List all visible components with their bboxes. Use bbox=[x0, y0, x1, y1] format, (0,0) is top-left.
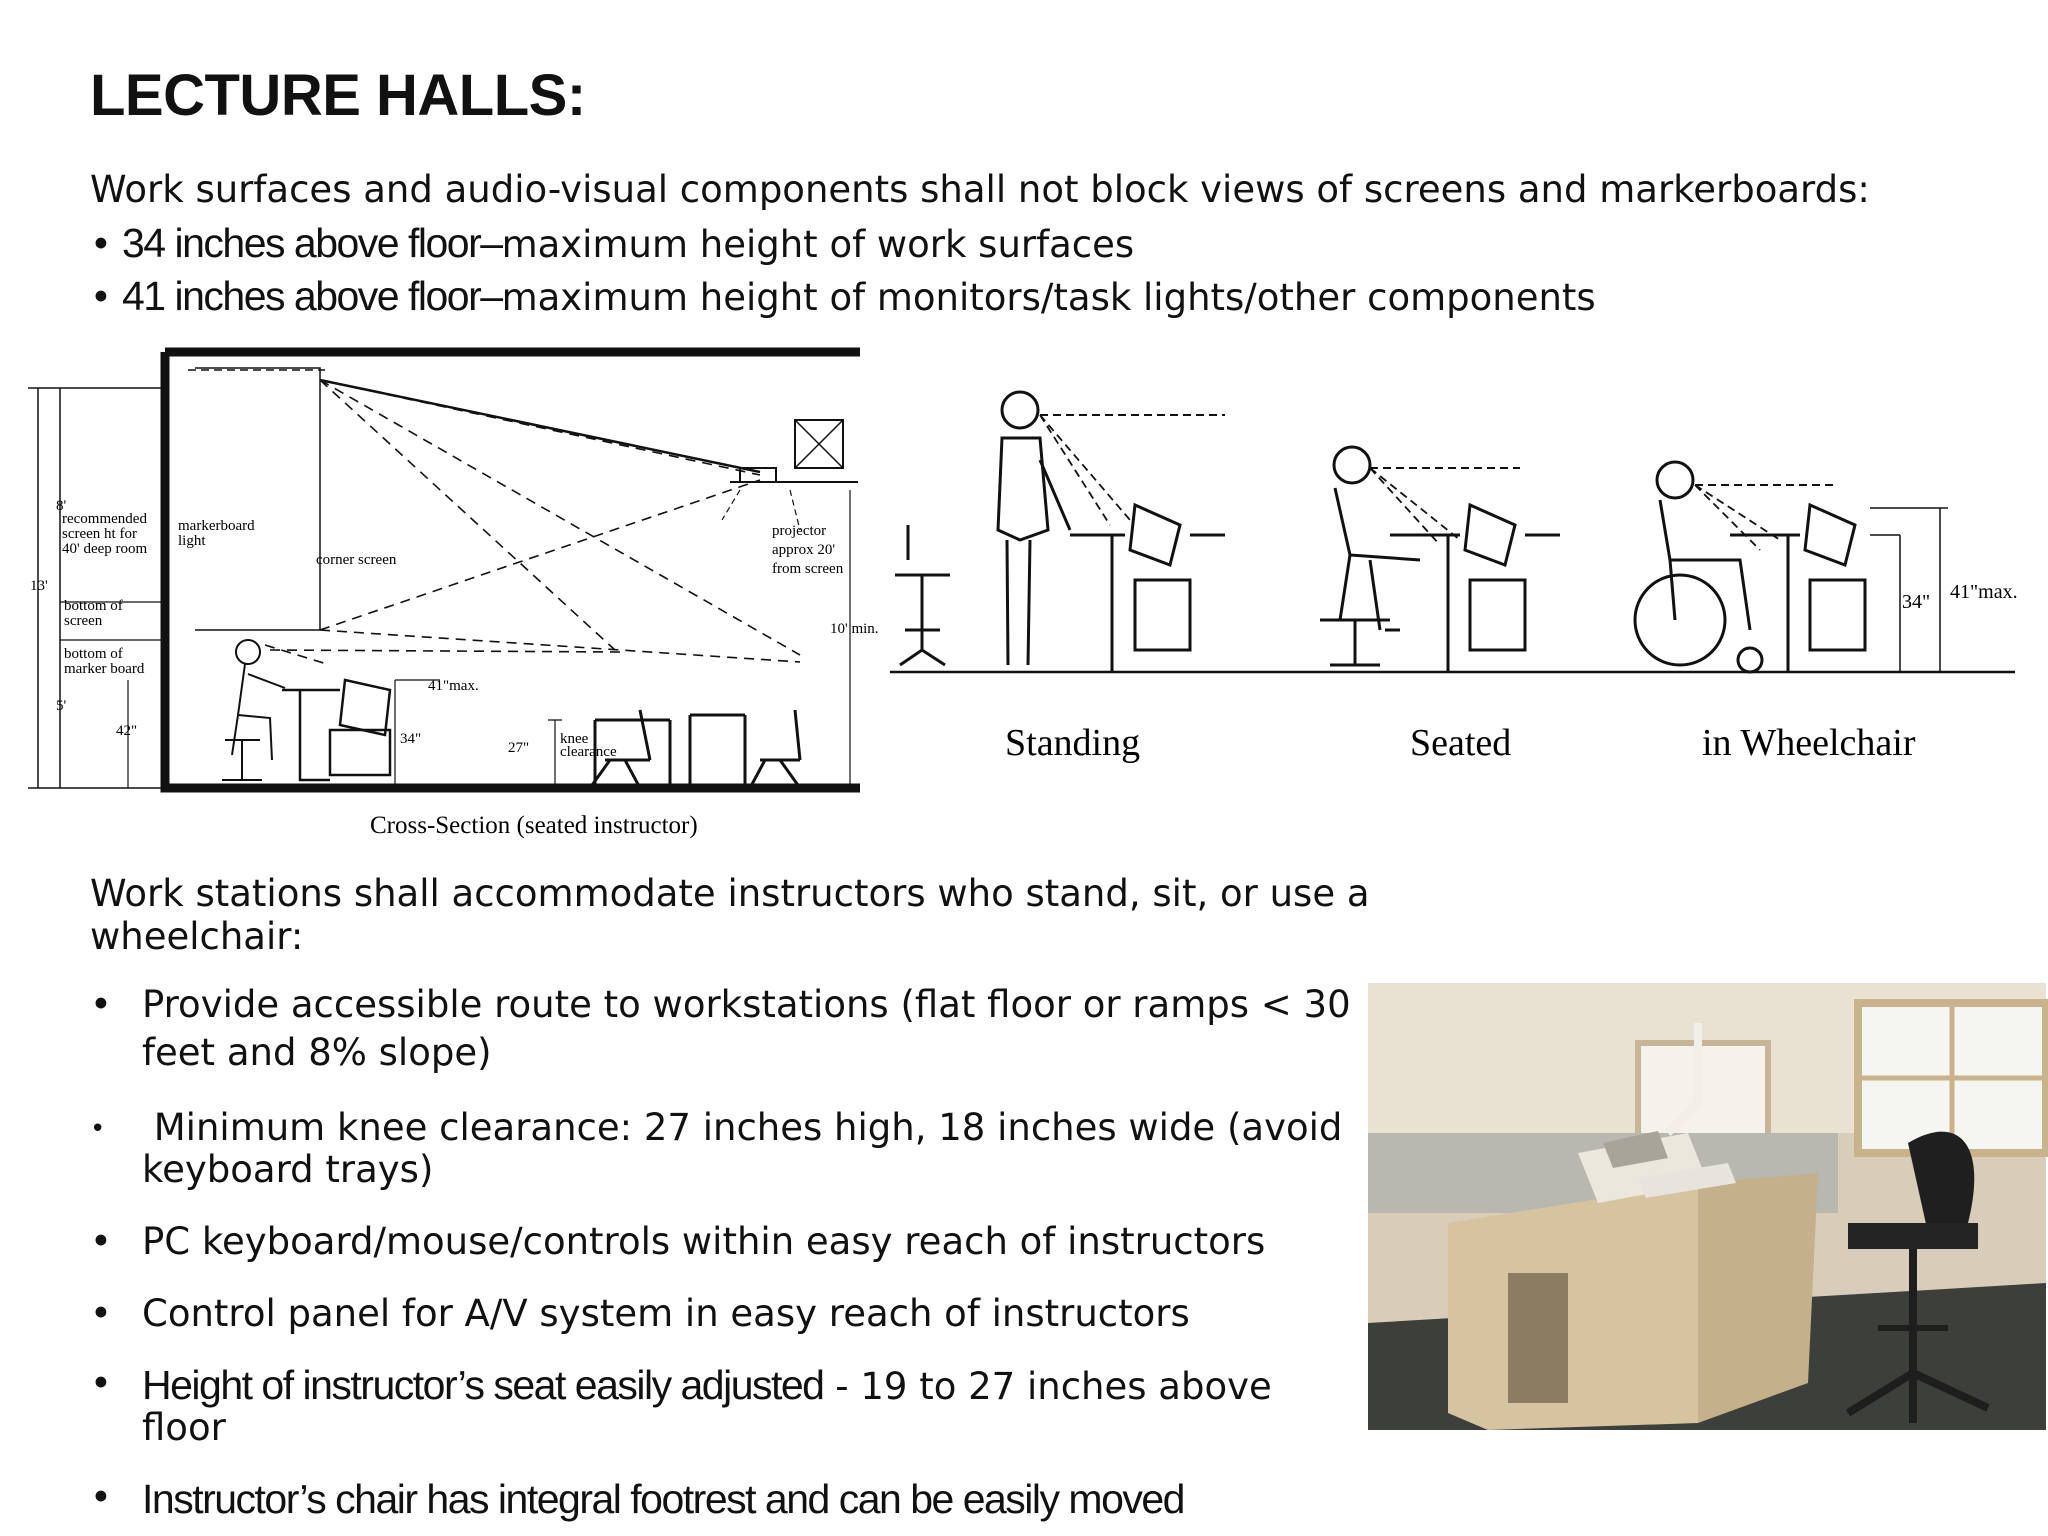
requirement-34-inches bbox=[90, 220, 1134, 267]
label-standing: Standing bbox=[1005, 722, 1141, 764]
label-markerboard-1: markerboard bbox=[178, 518, 255, 534]
label-knee-1: knee bbox=[560, 731, 589, 747]
label-bottom-screen-2: screen bbox=[64, 613, 103, 629]
label-wheelchair: in Wheelchair bbox=[1702, 722, 1916, 764]
bullet-text-line-2: keyboard trays) bbox=[142, 1148, 434, 1191]
bullet-text-line-1 bbox=[142, 1362, 1272, 1409]
requirement-rest: maximum height of work surfaces bbox=[501, 223, 1135, 266]
bullet: • bbox=[90, 1220, 112, 1263]
label-knee-2: clearance bbox=[560, 744, 617, 760]
cross-section-caption: Cross-Section (seated instructor) bbox=[370, 812, 698, 839]
dim-5: 5' bbox=[56, 698, 67, 714]
bullet-text-line-1: PC keyboard/mouse/controls within easy reach of instructors bbox=[142, 1220, 1266, 1263]
label-projector-2: approx 20' bbox=[772, 542, 836, 558]
workstation-photo bbox=[1368, 983, 2046, 1430]
label-projector-3: from screen bbox=[772, 561, 844, 577]
label-recommended-2: screen ht for bbox=[62, 526, 137, 542]
dim-8: 8' bbox=[56, 498, 67, 514]
label-bottom-marker-2: marker board bbox=[64, 661, 145, 677]
dim-42: 42" bbox=[116, 723, 138, 739]
label-bottom-marker-1: bottom of bbox=[64, 646, 123, 662]
bullet: • bbox=[90, 1476, 112, 1519]
bullet: • bbox=[90, 223, 112, 266]
label-seated: Seated bbox=[1410, 722, 1512, 764]
bullet: • bbox=[90, 983, 112, 1026]
requirement-rest: maximum height of monitors/task lights/other components bbox=[501, 276, 1596, 319]
bullet-text-line-2: feet and 8% slope) bbox=[142, 1031, 492, 1074]
posture-diagram bbox=[880, 380, 2030, 780]
label-bottom-screen-1: bottom of bbox=[64, 598, 123, 614]
bullet: • bbox=[90, 276, 112, 319]
label-markerboard-2: light bbox=[178, 533, 206, 549]
label-recommended-1: recommended bbox=[62, 511, 147, 527]
requirement-41-inches bbox=[90, 273, 1596, 320]
requirement-strong: 34 inches above floor– bbox=[122, 220, 502, 266]
label-projector-1: projector bbox=[772, 523, 827, 539]
dim-41-max: 41"max. bbox=[428, 678, 479, 694]
bullet-strong: Height of instructor’s seat easily adjusted bbox=[142, 1362, 824, 1408]
dim-10-min: 10' min. bbox=[830, 621, 879, 637]
bullet-text-line-1: Provide accessible route to workstations (flat floor or ramps < 30 bbox=[142, 983, 1351, 1026]
page-title: LECTURE HALLS: bbox=[90, 63, 586, 128]
bullet: • bbox=[90, 1362, 112, 1405]
label-corner-screen: corner screen bbox=[316, 552, 397, 568]
bullet-text-line-1: Control panel for A/V system in easy reach of instructors bbox=[142, 1292, 1190, 1335]
dim-13: 13' bbox=[30, 578, 48, 594]
bullet-rest: - 19 to 27 inches above bbox=[823, 1365, 1272, 1408]
cross-section-diagram bbox=[0, 340, 879, 850]
requirement-strong: 41 inches above floor– bbox=[122, 273, 502, 319]
intro-text: Work surfaces and audio-visual components shall not block views of screens and markerboards: bbox=[90, 168, 1870, 211]
dim-41-max: 41"max. bbox=[1950, 581, 2018, 603]
workstations-intro-1: Work stations shall accommodate instructors who stand, sit, or use a bbox=[90, 872, 1370, 915]
bullet-text-line-1: Instructor’s chair has integral footrest and can be easily moved bbox=[142, 1476, 1184, 1522]
dim-27: 27" bbox=[508, 740, 530, 756]
workstations-intro-2: wheelchair: bbox=[90, 915, 304, 958]
bullet: • bbox=[90, 1114, 106, 1144]
dim-34: 34" bbox=[400, 731, 422, 747]
label-recommended-3: 40' deep room bbox=[62, 541, 148, 557]
bullet: • bbox=[90, 1292, 112, 1335]
dim-34: 34" bbox=[1902, 591, 1931, 613]
bullet-text-line-1: Minimum knee clearance: 27 inches high, 18 inches wide (avoid bbox=[142, 1106, 1343, 1149]
bullet-text-line-2: floor bbox=[142, 1406, 226, 1449]
